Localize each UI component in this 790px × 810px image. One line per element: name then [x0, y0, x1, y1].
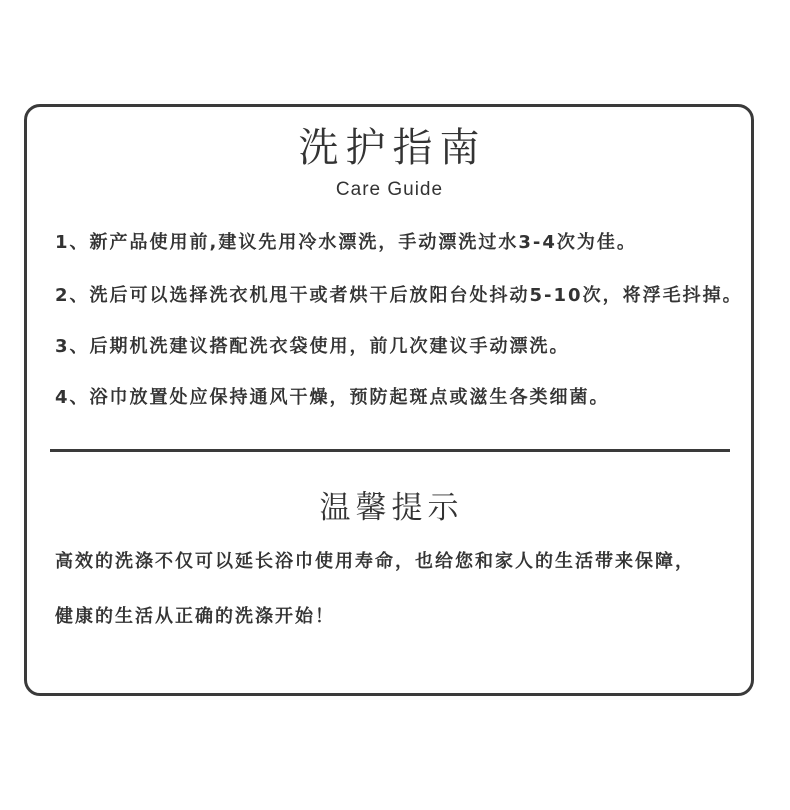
- section-divider: [50, 449, 730, 452]
- care-guide-subtitle: Care Guide: [335, 179, 444, 200]
- tips-title: 温馨提示: [319, 490, 464, 526]
- care-item-2: 2、洗后可以选择洗衣机甩干或者烘干后放阳台处抖动5-10次，将浮毛抖掉。: [55, 285, 743, 306]
- care-item-3: 3、后期机洗建议搭配洗衣袋使用，前几次建议手动漂洗。: [55, 336, 570, 357]
- tip-line-2: 健康的生活从正确的洗涤开始！: [55, 606, 335, 627]
- care-item-4: 4、浴巾放置处应保持通风干燥，预防起斑点或滋生各类细菌。: [55, 387, 610, 408]
- care-guide-title: 洗护指南: [298, 125, 487, 171]
- care-item-1: 1、新产品使用前,建议先用冷水漂洗，手动漂洗过水3-4次为佳。: [55, 232, 637, 253]
- tip-line-1: 高效的洗涤不仅可以延长浴巾使用寿命，也给您和家人的生活带来保障，: [55, 551, 695, 572]
